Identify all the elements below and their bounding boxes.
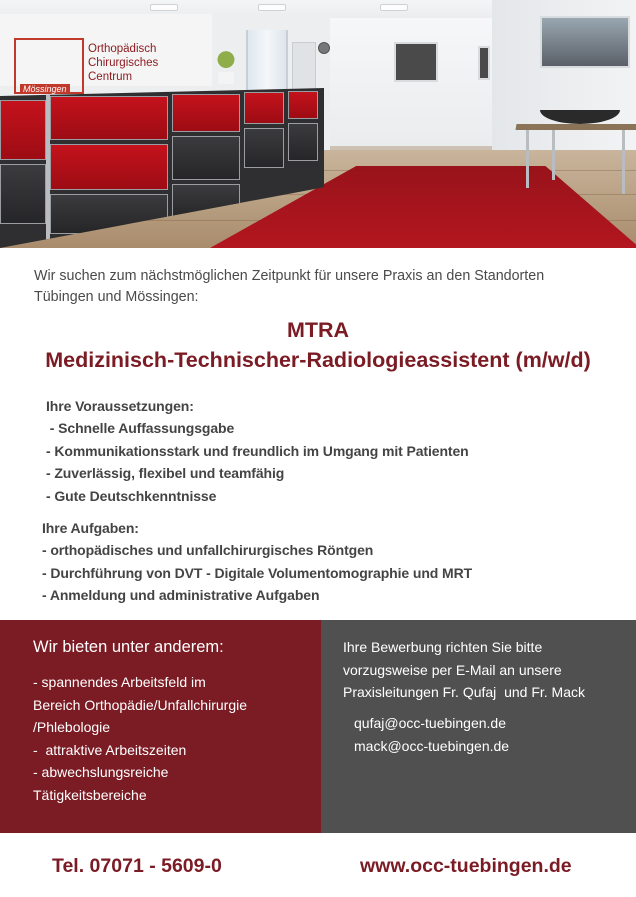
ceiling-light — [380, 4, 408, 11]
wall-picture — [394, 42, 438, 82]
offer-heading: Wir bieten unter anderem: — [33, 638, 224, 656]
logo-badge: Mössingen — [20, 84, 70, 94]
job-title-full: Medizinisch-Technischer-Radiologieassistent (m/w/d) — [45, 348, 591, 372]
logo-panel — [0, 14, 212, 94]
job-title-short: MTRA — [286, 318, 350, 342]
list-item: - attraktive Arbeitszeiten — [33, 741, 187, 758]
phone-number[interactable]: Tel. 07071 - 5609-0 — [52, 855, 222, 877]
list-item: - Schnelle Auffassungsgabe — [46, 420, 235, 437]
application-text: Ihre Bewerbung richten Sie bitte vorzugsweise per E-Mail an unsere Praxisleitungen Fr. Qufaj und Fr. Mack — [343, 639, 585, 700]
list-item: /Phlebologie — [33, 719, 111, 735]
list-item: Bereich Orthopädie/Unfallchirurgie — [33, 696, 247, 713]
intro-text: Wir suchen zum nächstmöglichen Zeitpunkt für unsere Praxis an den Standorten Tübingen und Mössingen: — [34, 268, 545, 305]
list-item: - spannendes Arbeitsfeld im — [33, 674, 206, 690]
list-item: - Durchführung von DVT - Digitale Volumentomographie und MRT — [42, 564, 473, 581]
ceiling-light — [150, 4, 178, 11]
list-item: - Kommunikationsstark und freundlich im Umgang mit Patienten — [46, 442, 469, 459]
list-item: Tätigkeitsbereiche — [33, 786, 147, 803]
offer-list — [33, 671, 247, 806]
list-item: - orthopädisches und unfallchirurgisches Röntgen — [42, 542, 374, 559]
plant-pot — [218, 72, 234, 84]
list-item: - Zuverlässig, flexibel und teamfähig — [46, 465, 285, 482]
email-list — [354, 712, 509, 757]
list-item: - Gute Deutschkenntnisse — [46, 487, 217, 504]
wall-picture — [478, 46, 490, 80]
application-panel — [321, 620, 636, 833]
back-wall — [330, 18, 492, 146]
requirements-section — [46, 395, 469, 507]
tasks-heading: Ihre Aufgaben: — [42, 520, 139, 536]
tasks-section — [42, 517, 472, 607]
wall-picture — [540, 16, 630, 68]
logo-text: Orthopädisch Chirurgisches Centrum — [88, 43, 159, 83]
list-item: - Anmeldung und administrative Aufgaben — [42, 587, 320, 604]
wall-clock — [318, 42, 330, 54]
list-item: - abwechslungsreiche — [33, 764, 169, 780]
email-link-qufaj[interactable]: qufaj@occ-tuebingen.de — [354, 715, 506, 731]
website-link[interactable]: www.occ-tuebingen.de — [360, 855, 572, 877]
side-table — [515, 124, 636, 130]
offer-panel — [0, 620, 321, 833]
requirements-heading: Ihre Voraussetzungen: — [46, 398, 194, 414]
footer — [0, 833, 636, 897]
email-link-mack[interactable]: mack@occ-tuebingen.de — [354, 737, 510, 754]
hero-photo — [0, 0, 636, 248]
ceiling-light — [258, 4, 286, 11]
